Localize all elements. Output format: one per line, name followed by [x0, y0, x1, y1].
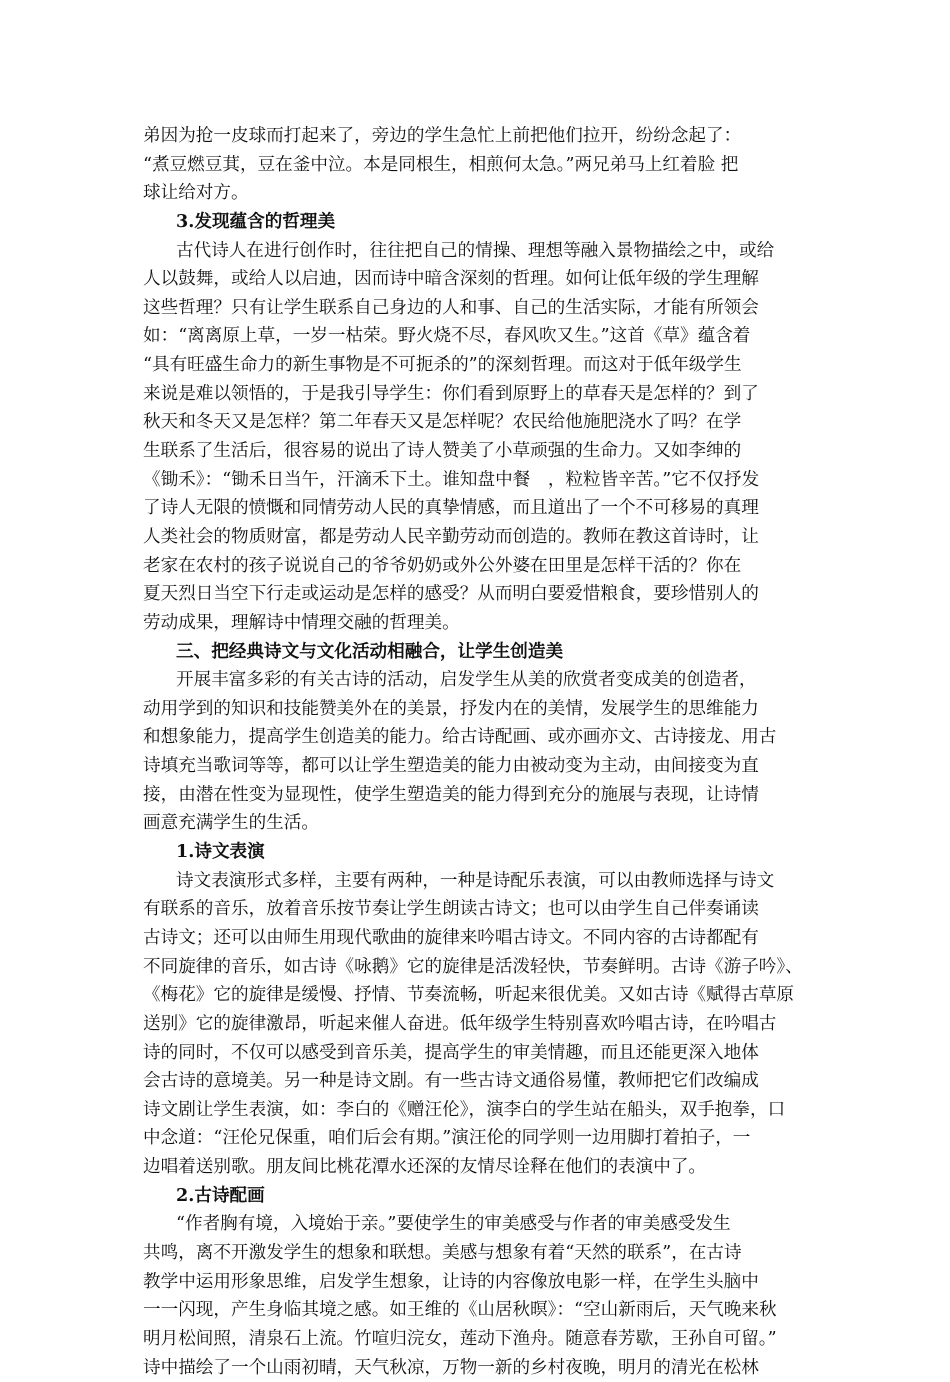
- section-heading: 1.诗文表演: [176, 841, 265, 863]
- text-line: 老家在农村的孩子说说自己的爷爷奶奶或外公外婆在田里是怎样干活的？你在: [143, 555, 742, 576]
- text-line: 和想象能力，提高学生创造美的能力。给古诗配画、或亦画亦文、古诗接龙、用古: [143, 727, 777, 748]
- text-line: 如：“离离原上草，一岁一枯荣。野火烧不尽，春风吹又生。”这首《草》蕴含着: [143, 326, 751, 347]
- text-line: 《梅花》它的旋律是缓慢、抒情、节奏流畅，听起来很优美。又如古诗《赋得古草原: [143, 985, 794, 1006]
- text-line: 诗填充当歌词等等，都可以让学生塑造美的能力由被动变为主动，由间接变为直: [143, 756, 759, 777]
- text-line: “作者胸有境，入境始于亲。”要使学生的审美感受与作者的审美感受发生: [176, 1214, 731, 1235]
- section-heading: 3.发现蕴含的哲理美: [176, 210, 336, 232]
- text-line: 劳动成果，理解诗中情理交融的哲理美。: [143, 612, 460, 633]
- text-line: 不同旋律的音乐，如古诗《咏鹅》它的旋律是活泼轻快，节奏鲜明。古诗《游子吟》、: [143, 956, 803, 977]
- text-line: 会古诗的意境美。另一种是诗文剧。有一些古诗文通俗易懂，教师把它们改编成: [143, 1071, 759, 1092]
- text-line: 明月松间照，清泉石上流。竹喧归浣女，莲动下渔舟。随意春芳歇，王孙自可留。”: [143, 1328, 777, 1349]
- text-line: 开展丰富多彩的有关古诗的活动，启发学生从美的欣赏者变成美的创造者，: [176, 670, 757, 691]
- text-line: 接，由潜在性变为显现性，使学生塑造美的能力得到充分的施展与表现，让诗情: [143, 784, 759, 805]
- text-line: 送别》它的旋律激昂，听起来催人奋进。低年级学生特别喜欢吟唱古诗，在吟唱古: [143, 1013, 777, 1034]
- text-line: 来说是难以领悟的，于是我引导学生：你们看到原野上的草春天是怎样的？到了: [143, 383, 759, 404]
- text-line: 有联系的音乐，放着音乐按节奏让学生朗读古诗文；也可以由学生自己伴奏诵读: [143, 899, 759, 920]
- text-line: 教学中运用形象思维，启发学生想象，让诗的内容像放电影一样，在学生头脑中: [143, 1271, 759, 1292]
- text-line: 古代诗人在进行创作时，往往把自己的情操、理想等融入景物描绘之中，或给: [176, 240, 775, 261]
- text-line: 球让给对方。: [143, 183, 249, 204]
- text-line: 诗文剧让学生表演，如：李白的《赠汪伦》，演李白的学生站在船头，双手抱拳，口: [143, 1099, 786, 1120]
- text-line: 生联系了生活后，很容易的说出了诗人赞美了小草顽强的生命力。又如李绅的: [143, 441, 742, 462]
- text-line: 秋天和冬天又是怎样？第二年春天又是怎样呢？农民给他施肥浇水了吗？在学: [143, 412, 742, 433]
- text-line: 边唱着送别歌。朋友间比桃花潭水还深的友情尽诠释在他们的表演中了。: [143, 1157, 707, 1178]
- text-line: 诗的同时，不仅可以感受到音乐美，提高学生的审美情趣，而且还能更深入地体: [143, 1042, 759, 1063]
- text-line: 夏天烈日当空下行走或运动是怎样的感受？从而明白要爱惜粮食，要珍惜别人的: [143, 584, 759, 605]
- text-line: 人类社会的物质财富，都是劳动人民辛勤劳动而创造的。教师在教这首诗时，让: [143, 526, 759, 547]
- text-line: 一一闪现，产生身临其境之感。如王维的《山居秋暝》：“空山新雨后，天气晚来秋: [143, 1300, 777, 1321]
- text-line: 弟因为抢一皮球而打起来了，旁边的学生急忙上前把他们拉开，纷纷念起了：: [143, 126, 742, 146]
- text-line: 了诗人无限的愤慨和同情劳动人民的真挚情感，而且道出了一个不可移易的真理: [143, 498, 759, 519]
- section-heading: 2.古诗配画: [176, 1184, 265, 1206]
- text-line: 诗文表演形式多样，主要有两种，一种是诗配乐表演，可以由教师选择与诗文: [176, 870, 775, 891]
- text-line: 这些哲理？只有让学生联系自己身边的人和事、自己的生活实际，才能有所领会: [143, 297, 759, 318]
- text-line: 人以鼓舞，或给人以启迪，因而诗中暗含深刻的哲理。如何让低年级的学生理解: [143, 269, 759, 290]
- text-line: 共鸣，离不开激发学生的想象和联想。美感与想象有着“天然的联系”，在古诗: [143, 1242, 742, 1263]
- text-line: 古诗文；还可以由师生用现代歌曲的旋律来吟唱古诗文。不同内容的古诗都配有: [143, 927, 759, 948]
- text-line: 画意充满学生的生活。: [143, 813, 319, 834]
- text-line: “具有旺盛生命力的新生事物是不可扼杀的”的深刻哲理。而这对于低年级学生: [143, 355, 742, 376]
- text-line: 中念道：“汪伦兄保重，咱们后会有期。”演汪伦的同学则一边用脚打着拍子，一: [143, 1128, 751, 1149]
- document-body: [143, 122, 813, 1382]
- text-line: 诗中描绘了一个山雨初晴，天气秋凉，万物一新的乡村夜晚，明月的清光在松林: [143, 1357, 759, 1378]
- text-line: 动用学到的知识和技能赞美外在的美景，抒发内在的美情，发展学生的思维能力: [143, 698, 759, 719]
- section-heading: 三、把经典诗文与文化活动相融合，让学生创造美: [176, 640, 564, 662]
- text-line: 《锄禾》：“锄禾日当午，汗滴禾下土。谁知盘中餐 ，粒粒皆辛苦。”它不仅抒发: [143, 469, 760, 490]
- text-line: “煮豆燃豆萁，豆在釜中泣。本是同根生，相煎何太急。”两兄弟马上红着脸 把: [143, 154, 739, 175]
